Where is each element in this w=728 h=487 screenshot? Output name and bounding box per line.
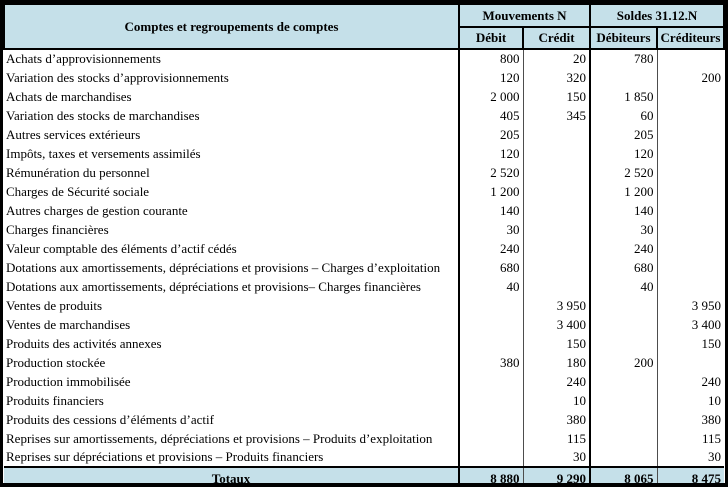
crediteurs-cell — [657, 144, 724, 163]
account-label-cell: Valeur comptable des éléments d’actif cédés — [6, 240, 237, 256]
credit-cell: 10 — [523, 391, 590, 410]
account-label-cell: Dotations aux amortissements, dépréciations et provisions – Charges d’exploitation — [6, 259, 441, 275]
account-label-cell: Reprises sur dépréciations et provisions – Produits financiers — [6, 449, 324, 464]
account-label-cell: Achats d’approvisionnements — [6, 51, 161, 66]
column-header-credit: Crédit — [523, 27, 590, 49]
table-row — [4, 106, 724, 125]
crediteurs-cell — [657, 87, 724, 106]
account-label-cell: Reprises sur amortissements, dépréciations et provisions – Produits d’exploitation — [6, 430, 433, 446]
debit-cell: 380 — [459, 353, 523, 372]
debiteurs-cell — [590, 372, 657, 391]
table-row — [4, 49, 724, 68]
column-header-crediteurs: Créditeurs — [657, 27, 724, 49]
debiteurs-cell: 60 — [590, 106, 657, 125]
debiteurs-cell — [590, 410, 657, 429]
debit-cell — [459, 448, 523, 467]
totals-debiteurs-cell: 8 065 — [590, 467, 657, 487]
totals-crediteurs-cell: 8 475 — [657, 467, 724, 487]
account-label-cell: Variation des stocks d’approvisionnements — [6, 69, 229, 85]
totals-debit-cell: 8 880 — [459, 467, 523, 487]
debiteurs-cell: 120 — [590, 144, 657, 163]
debit-cell — [459, 410, 523, 429]
credit-cell: 240 — [523, 372, 590, 391]
debit-cell — [459, 429, 523, 448]
debit-cell — [459, 334, 523, 353]
credit-cell: 3 400 — [523, 315, 590, 334]
debit-cell: 30 — [459, 220, 523, 239]
debiteurs-cell: 1 850 — [590, 87, 657, 106]
credit-cell: 150 — [523, 87, 590, 106]
table-row — [4, 448, 724, 467]
credit-cell — [523, 125, 590, 144]
debiteurs-cell: 30 — [590, 220, 657, 239]
table-row — [4, 296, 724, 315]
account-label-cell: Achats de marchandises — [6, 88, 132, 104]
credit-cell: 20 — [523, 49, 590, 68]
credit-cell — [523, 258, 590, 277]
account-label-cell: Produits des activités annexes — [6, 335, 162, 351]
table-row — [4, 144, 724, 163]
crediteurs-cell — [657, 106, 724, 125]
credit-cell: 150 — [523, 334, 590, 353]
totals-credit-cell: 9 290 — [523, 467, 590, 487]
crediteurs-cell — [657, 201, 724, 220]
account-label-cell: Ventes de marchandises — [6, 316, 131, 332]
debit-cell — [459, 372, 523, 391]
crediteurs-cell: 10 — [657, 391, 724, 410]
credit-cell — [523, 201, 590, 220]
credit-cell: 115 — [523, 429, 590, 448]
table-row — [4, 68, 724, 87]
crediteurs-cell — [657, 49, 724, 68]
debit-cell: 1 200 — [459, 182, 523, 201]
column-header-accounts: Comptes et regroupements de comptes — [4, 4, 459, 49]
credit-cell: 3 950 — [523, 296, 590, 315]
crediteurs-cell: 30 — [657, 448, 724, 467]
debit-cell — [459, 391, 523, 410]
table-row — [4, 125, 724, 144]
account-label-cell: Produits des cessions d’éléments d’actif — [6, 411, 214, 427]
debiteurs-cell: 2 520 — [590, 163, 657, 182]
debiteurs-cell — [590, 334, 657, 353]
credit-cell — [523, 163, 590, 182]
crediteurs-cell: 115 — [657, 429, 724, 448]
debiteurs-cell — [590, 68, 657, 87]
debiteurs-cell: 40 — [590, 277, 657, 296]
table-row — [4, 258, 724, 277]
debit-cell: 405 — [459, 106, 523, 125]
crediteurs-cell: 240 — [657, 372, 724, 391]
column-header-debiteurs: Débiteurs — [590, 27, 657, 49]
debiteurs-cell — [590, 448, 657, 467]
crediteurs-cell: 200 — [657, 68, 724, 87]
crediteurs-cell — [657, 182, 724, 201]
header-group-row — [4, 4, 724, 27]
debit-cell — [459, 315, 523, 334]
debit-cell: 800 — [459, 49, 523, 68]
table-row — [4, 429, 724, 448]
table-row — [4, 334, 724, 353]
crediteurs-cell: 3 950 — [657, 296, 724, 315]
account-label-cell: Charges de Sécurité sociale — [6, 183, 150, 199]
debiteurs-cell: 205 — [590, 125, 657, 144]
debiteurs-cell — [590, 296, 657, 315]
debit-cell: 120 — [459, 68, 523, 87]
credit-cell — [523, 220, 590, 239]
trial-balance-table — [3, 3, 725, 487]
credit-cell — [523, 182, 590, 201]
account-label-cell: Rémunération du personnel — [6, 164, 150, 180]
table-row — [4, 220, 724, 239]
debiteurs-cell: 680 — [590, 258, 657, 277]
account-label-cell: Autres services extérieurs — [6, 126, 141, 142]
table-footer — [4, 467, 724, 487]
account-label-cell: Production immobilisée — [6, 373, 131, 389]
debit-cell: 680 — [459, 258, 523, 277]
debit-cell: 205 — [459, 125, 523, 144]
table-body — [4, 49, 724, 467]
account-label-cell: Production stockée — [6, 354, 106, 370]
table-row — [4, 391, 724, 410]
credit-cell — [523, 144, 590, 163]
credit-cell: 180 — [523, 353, 590, 372]
crediteurs-cell — [657, 163, 724, 182]
table-row — [4, 163, 724, 182]
account-label-cell: Variation des stocks de marchandises — [6, 107, 200, 123]
credit-cell — [523, 277, 590, 296]
column-group-mouvements-n: Mouvements N — [459, 4, 590, 27]
crediteurs-cell — [657, 277, 724, 296]
account-label-cell: Dotations aux amortissements, dépréciations et provisions– Charges financières — [6, 278, 421, 294]
credit-cell: 380 — [523, 410, 590, 429]
crediteurs-cell — [657, 239, 724, 258]
debit-cell: 120 — [459, 144, 523, 163]
totals-label: Totaux — [4, 467, 459, 487]
debit-cell: 2 520 — [459, 163, 523, 182]
account-label-cell: Autres charges de gestion courante — [6, 202, 188, 218]
debit-cell: 40 — [459, 277, 523, 296]
column-header-debit: Débit — [459, 27, 523, 49]
debiteurs-cell: 780 — [590, 49, 657, 68]
crediteurs-cell — [657, 125, 724, 144]
debit-cell — [459, 296, 523, 315]
table-row — [4, 372, 724, 391]
table-header — [4, 4, 724, 49]
table-row — [4, 201, 724, 220]
table-row — [4, 353, 724, 372]
account-label-cell: Produits financiers — [6, 392, 104, 408]
crediteurs-cell: 380 — [657, 410, 724, 429]
debit-cell: 2 000 — [459, 87, 523, 106]
account-label-cell: Charges financières — [6, 221, 109, 237]
table-row — [4, 315, 724, 334]
debiteurs-cell — [590, 315, 657, 334]
credit-cell: 30 — [523, 448, 590, 467]
table-row — [4, 87, 724, 106]
debiteurs-cell: 200 — [590, 353, 657, 372]
debiteurs-cell: 140 — [590, 201, 657, 220]
credit-cell: 320 — [523, 68, 590, 87]
crediteurs-cell: 3 400 — [657, 315, 724, 334]
account-label-cell: Ventes de produits — [6, 297, 103, 313]
credit-cell — [523, 239, 590, 258]
table-row — [4, 277, 724, 296]
crediteurs-cell — [657, 258, 724, 277]
credit-cell: 345 — [523, 106, 590, 125]
debiteurs-cell — [590, 391, 657, 410]
table-row — [4, 239, 724, 258]
table-row — [4, 410, 724, 429]
column-group-soldes: Soldes 31.12.N — [590, 4, 724, 27]
crediteurs-cell — [657, 353, 724, 372]
account-label-cell: Impôts, taxes et versements assimilés — [6, 145, 201, 161]
debit-cell: 240 — [459, 239, 523, 258]
debiteurs-cell: 240 — [590, 239, 657, 258]
debit-cell: 140 — [459, 201, 523, 220]
crediteurs-cell: 150 — [657, 334, 724, 353]
totals-row — [4, 467, 724, 487]
debiteurs-cell — [590, 429, 657, 448]
table-row — [4, 182, 724, 201]
debiteurs-cell: 1 200 — [590, 182, 657, 201]
crediteurs-cell — [657, 220, 724, 239]
